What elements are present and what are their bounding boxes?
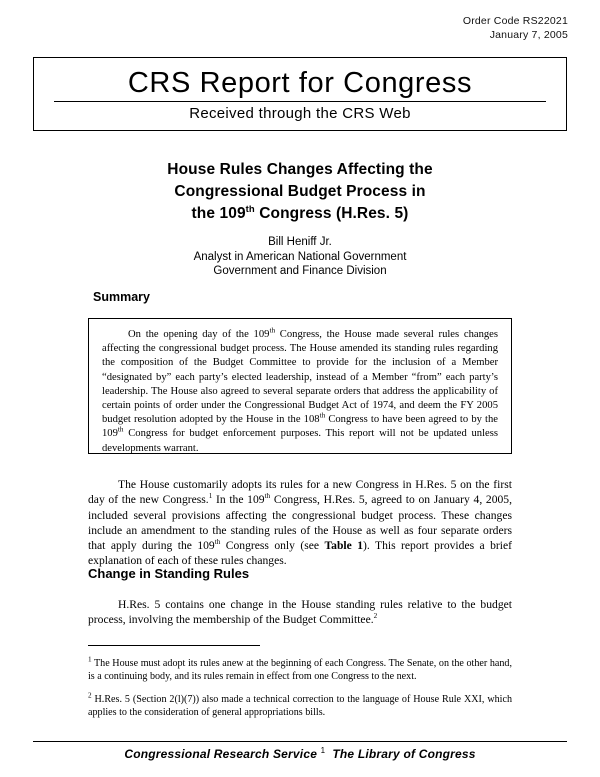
title-line-3-pre: the 109 — [191, 205, 246, 222]
masthead-subtitle: Received through the CRS Web — [189, 105, 411, 122]
summary-sup-1: th — [269, 326, 276, 335]
author-division: Government and Finance Division — [213, 265, 387, 277]
section-heading-change-in-standing-rules: Change in Standing Rules — [88, 566, 250, 581]
body-paragraph-1 — [88, 477, 512, 569]
title-line-2: Congressional Budget Process in — [174, 183, 426, 200]
report-date: January 7, 2005 — [489, 29, 568, 41]
summary-text-2: Congress, the House made several rules changes affecting the congressional budget process. The House amended its standing rules regarding the composition of the Budget Committee to provide for the inclusion of a Member “designated by” each party’s elected leadership, instead of a Member “from” each party’s leadership. The House also agreed to several separate orders that address the applicability of certain points of order under the Congressional Budget Act of 1974, and deem the FY 2005 budget resolution adopted by the House in the 108 — [102, 329, 498, 426]
footnotes-block — [88, 657, 512, 729]
order-code-block — [463, 14, 568, 42]
title-ordinal-suffix: th — [245, 203, 255, 215]
footer-divider — [33, 741, 567, 742]
summary-box — [88, 318, 512, 454]
body-paragraph-2 — [88, 597, 512, 628]
body-par1-e: ). This report provides a brief explanation of each of these rules changes. — [88, 539, 512, 568]
footnote-text: H.Res. 5 (Section 2(l)(7)) also made a technical correction to the language of House Rule XXI, which applies to the consideration of general appropriations bills. — [88, 693, 512, 719]
footer-dingbat-icon: 1 — [320, 746, 326, 755]
page-title — [60, 159, 540, 225]
page-footer — [33, 746, 567, 761]
body-par1-ordinal-1: th — [264, 492, 271, 501]
summary-sup-2: th — [319, 411, 326, 420]
body-par1-b: In the 109 — [212, 493, 265, 507]
summary-sup-3: th — [117, 425, 124, 434]
body-par2-a: H.Res. 5 contains one change in the House standing rules relative to the budget process, involving the membership of the Budget Committee. — [88, 598, 512, 627]
body-par1-c: Congress, H.Res. 5, agreed to on January 4, 2005, included several provisions affecting the congressional budget process. These changes include an amendment to the standing rules of the House as well as four separate orders that apply during the 109 — [88, 493, 512, 553]
summary-text-3: Congress to have been agreed to by the 109 — [102, 414, 498, 440]
order-code: Order Code RS22021 — [462, 15, 568, 27]
body-par1-d: Congress only (see — [220, 539, 325, 553]
title-line-3-post: Congress (H.Res. 5) — [254, 205, 409, 222]
masthead-title: CRS Report for Congress — [127, 67, 473, 99]
footnote-separator — [88, 645, 260, 646]
summary-text-4: Congress for budget enforcement purposes. This report will not be updated unless developments warrant. — [102, 428, 498, 454]
footnote-item — [88, 693, 512, 720]
footnote-marker: 2 — [88, 691, 92, 700]
body-par1-a: The House customarily adopts its rules for a new Congress in H.Res. 5 on the first day of the new Congress. — [88, 478, 512, 507]
summary-text-1: On the opening day of the 109 — [128, 329, 270, 340]
footer-right-text: The Library of Congress — [332, 747, 476, 761]
summary-text — [102, 328, 498, 456]
author-name: Bill Heniff Jr. — [268, 236, 332, 248]
footnote-text: The House must adopt its rules anew at the beginning of each Congress. The Senate, on the other hand, is a continuing body, and its rules remain in effect from one Congress to the next. — [88, 658, 512, 683]
title-line-3 — [60, 203, 540, 225]
body-par1-ordinal-2: th — [214, 538, 221, 547]
footnote-marker: 1 — [88, 655, 92, 664]
table-1-reference: Table 1 — [324, 539, 364, 553]
author-block — [60, 235, 540, 279]
footer-left-text: Congressional Research Service — [124, 747, 318, 761]
footnote-item — [88, 657, 512, 684]
masthead-divider — [54, 101, 546, 102]
summary-heading: Summary — [93, 290, 150, 304]
footnote-ref-2[interactable]: 2 — [373, 612, 378, 621]
title-line-1: House Rules Changes Affecting the — [167, 161, 433, 178]
crs-masthead-box — [33, 57, 567, 131]
footnote-ref-1[interactable]: 1 — [208, 492, 213, 501]
author-role: Analyst in American National Government — [193, 250, 407, 263]
